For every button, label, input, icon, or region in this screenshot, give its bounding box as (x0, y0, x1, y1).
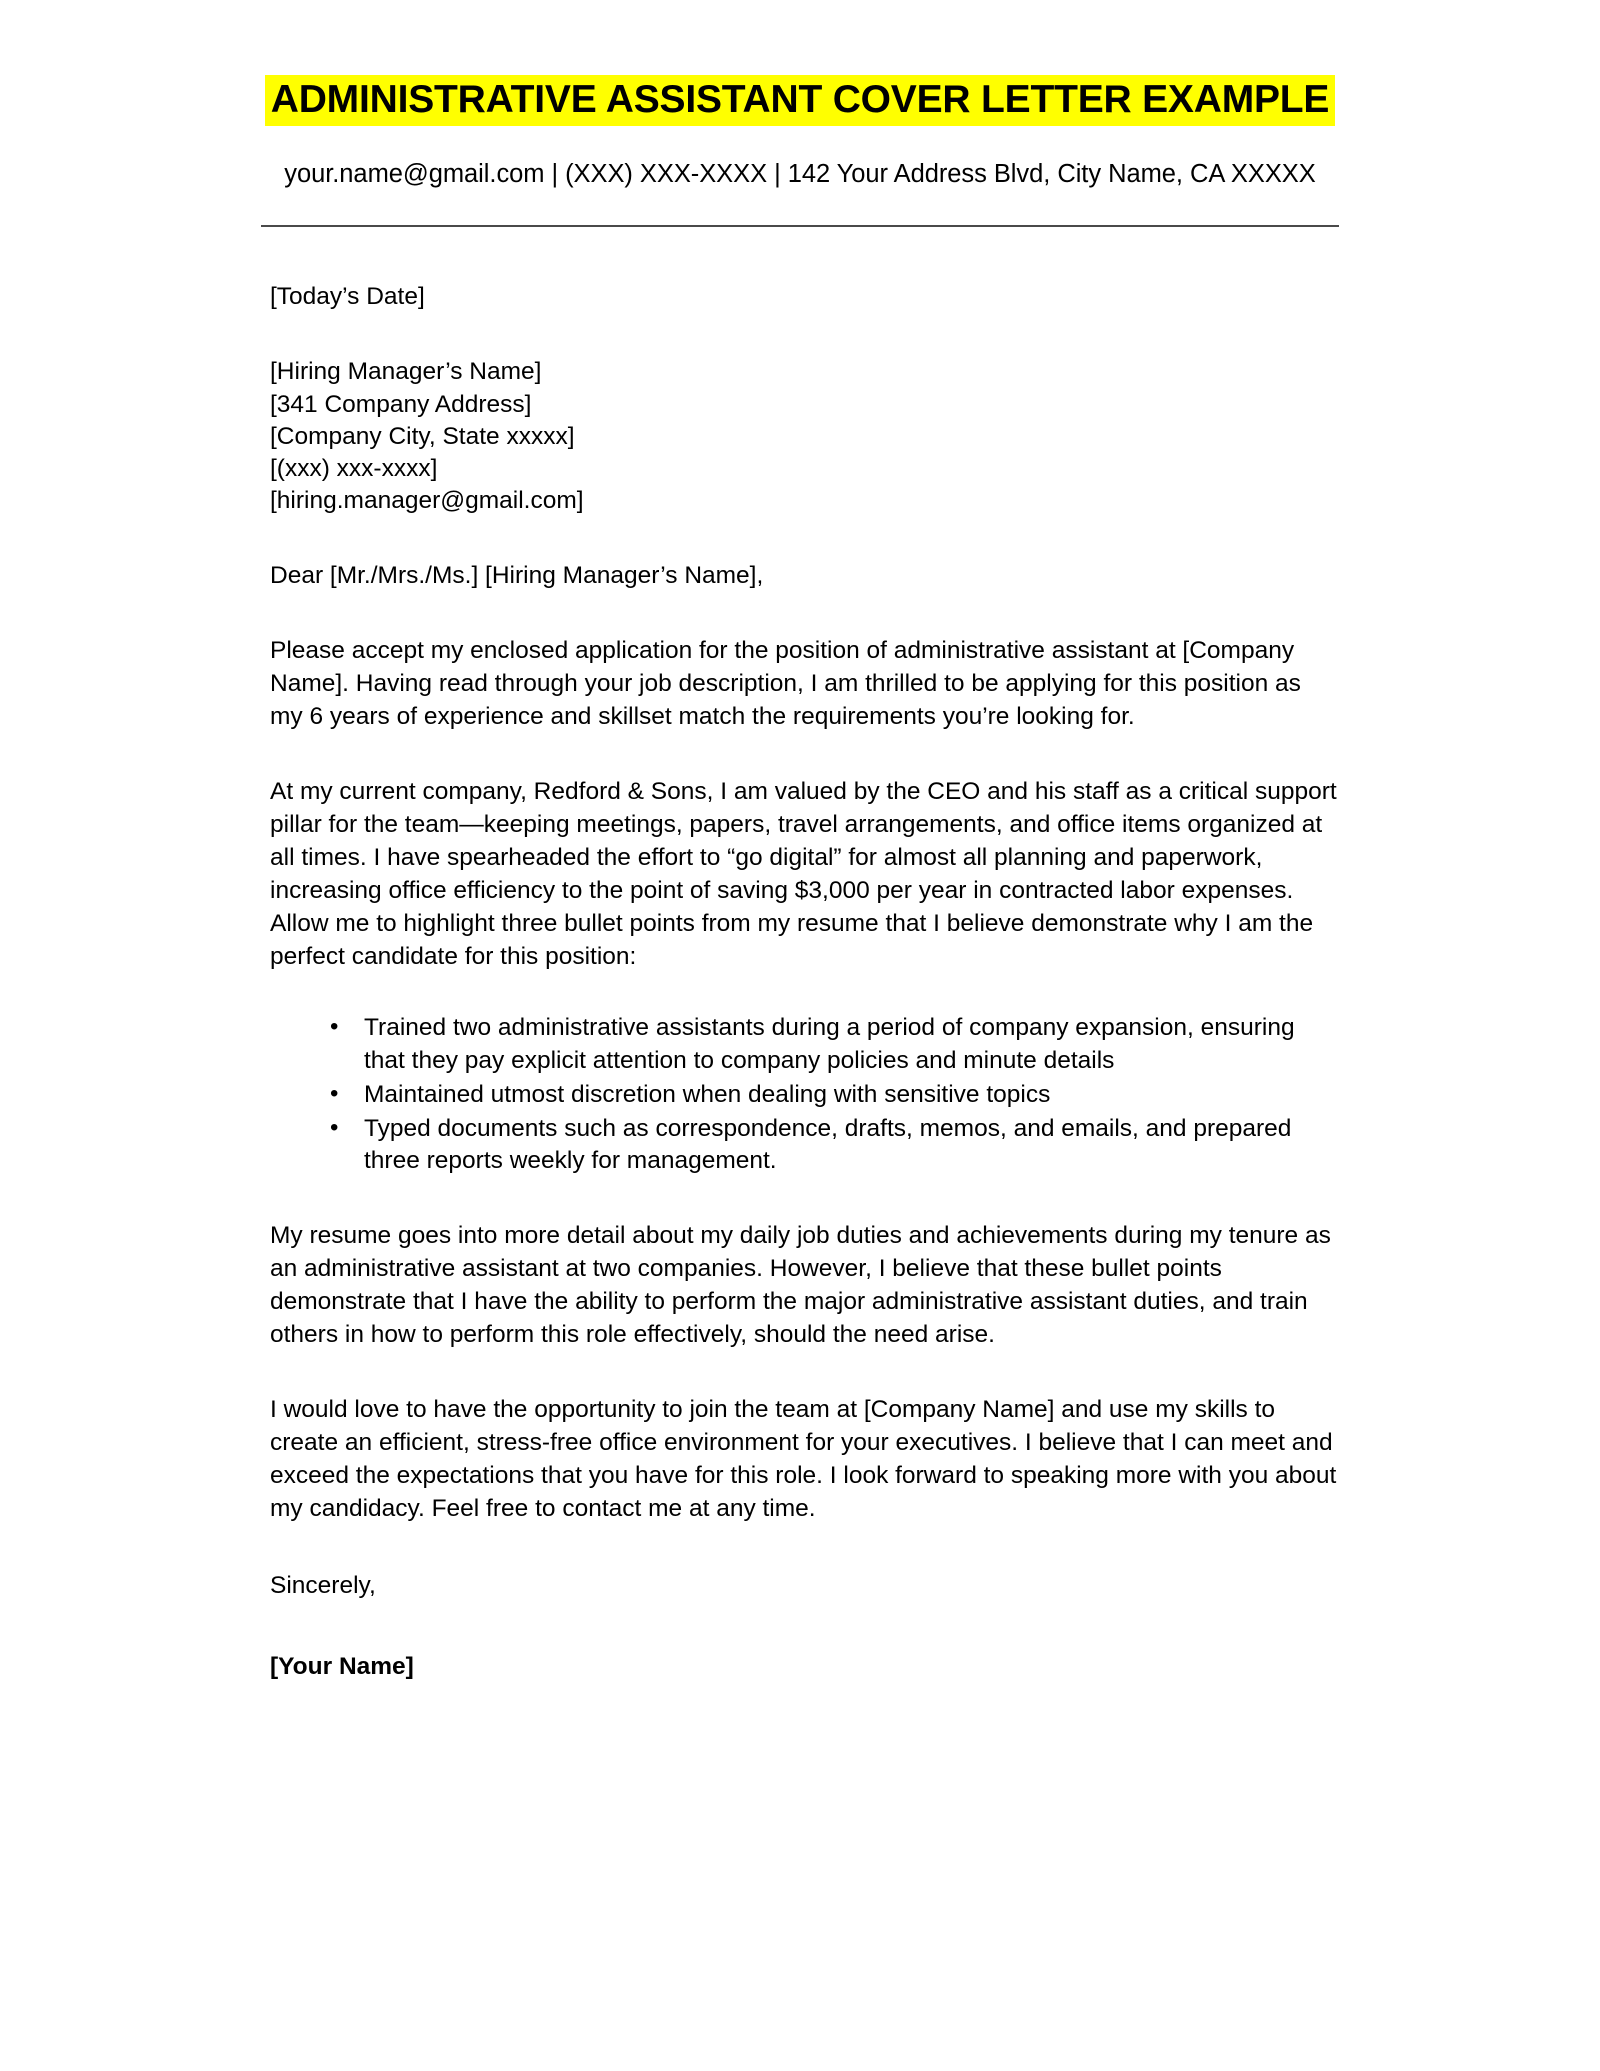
list-item: • Maintained utmost discretion when dealing with sensitive topics (322, 1079, 1340, 1112)
recipient-phone: [(xxx) xxx-xxxx] (270, 454, 438, 482)
letter-body (260, 281, 1340, 1683)
page-title: ADMINISTRATIVE ASSISTANT COVER LETTER EXAMPLE (265, 75, 1336, 126)
recipient-name: [Hiring Manager’s Name] (270, 358, 542, 386)
body-paragraph-3: My resume goes into more detail about my daily job duties and achievements during my tenure as an administrative assistant at two companies. However, I believe that these bullet points demonstrate that I have the ability to perform the major administrative assistant duties, and train others in how to perform this role effectively, should the need arise. (270, 1222, 1331, 1349)
body-paragraph-4: I would love to have the opportunity to join the team at [Company Name] and use my skills to create an efficient, stress-free office environment for your executives. I believe that I can meet and exceed the expectations that you have for this role. I look forward to speaking more with you about my candidacy. Feel free to contact me at any time. (270, 1396, 1337, 1522)
recipient-city-state-zip: [Company City, State xxxxx] (270, 422, 575, 450)
page-title-wrapper (0, 74, 1600, 126)
document-header (0, 0, 1600, 227)
list-item: • Typed documents such as correspondence, drafts, memos, and emails, and prepared three reports weekly for management. (322, 1113, 1340, 1179)
achievement-bullet-list (270, 1012, 1340, 1179)
letter-date: [Today’s Date] (270, 283, 425, 311)
closing-salutation: Sincerely, (270, 1571, 376, 1599)
body-paragraph-1: Please accept my enclosed application for the position of administrative assistant at [Company Name]. Having read through your job description, I am thrilled to be applying for this position as my 6 years of experience and skillset match the requirements you’re looking for. (270, 637, 1301, 731)
recipient-address-block (270, 356, 1340, 517)
recipient-street: [341 Company Address] (270, 390, 532, 418)
salutation: Dear [Mr./Mrs./Ms.] [Hiring Manager’s Name], (270, 562, 764, 590)
recipient-email: [hiring.manager@gmail.com] (270, 487, 584, 515)
body-paragraph-2: At my current company, Redford & Sons, I am valued by the CEO and his staff as a critical support pillar for the team—keeping meetings, papers, travel arrangements, and office items organized at all times. I have spearheaded the effort to “go digital” for almost all planning and paperwork, increasing office efficiency to the point of saving $3,000 per year in contracted labor expenses. Allow me to highlight three bullet points from my resume that I believe demonstrate why I am the perfect candidate for this position: (270, 778, 1337, 970)
header-divider (261, 225, 1339, 227)
signature-name: [Your Name] (270, 1652, 414, 1680)
list-item: • Trained two administrative assistants during a period of company expansion, ensuring that they pay explicit attention to company policies and minute details (322, 1012, 1340, 1078)
applicant-contact-line: your.name@gmail.com | (XXX) XXX-XXXX | 142 Your Address Blvd, City Name, CA XXXXX (284, 160, 1316, 189)
